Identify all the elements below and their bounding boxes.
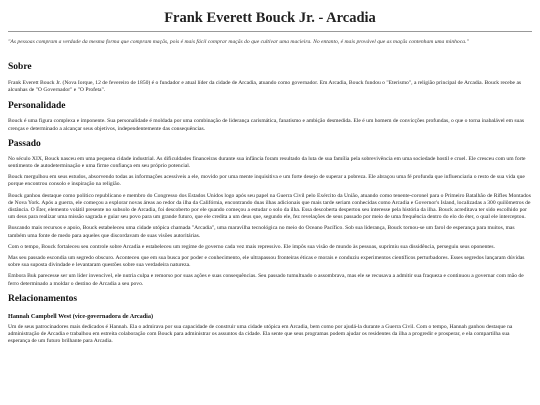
passado-paragraph-1: No século XIX, Bouck nasceu em uma pequena cidade industrial. As dificuldades financeiras durante sua infância foram resultado da luta de sua família pela sobrevivência em uma sociedade hostil e cruel. Ele cresceu com um forte sentimento de autodeterminação e uma firme confiança em seu próprio potencial. [8, 155, 526, 170]
relationship-entry-title: Hannah Campbell West (vice-governadora de Arcadia) [8, 312, 154, 320]
passado-paragraph-7: Embora Buk parecesse ser um líder invencível, ele nutria culpa e remorso por suas ações e suas consequências. Seu passado tumultuado o assombrava, mas ele se recusava a admitir sua fraqueza e continuou a governar com mão de ferro determinado a moldar o destino de Arcadia a seu povo. [8, 273, 524, 287]
passado-paragraph-5: Com o tempo, Bouck fortaleceu seu controle sobre Arcadia e estabeleceu um regime de governo cada vez mais repressivo. Ele impôs sua visão de mundo às pessoas, suprimiu sua dissidência, perseguiu seus oponentes. [8, 243, 495, 250]
sobre-paragraph: Frank Everett Bouck Jr. (Nova Iorque, 12 de fevereiro de 1850) é o fundador e atual líder da cidade de Arcadia, atuando como governador. Em Arcadia, Bouck fundou o "Eterismo", a religião principal de Arcadia. Bouck recebe as alcunhas de "O Governador" e "O Profeta". [8, 80, 522, 94]
passado-paragraph-2: Bouck mergulhou em seus estudos, absorvendo todas as informações acessíveis a ele, movido por uma mente inquisitiva e um forte desejo de superar a pobreza. Ele abraçou uma fé profunda que influenciaria o resto de sua vida que porque encontrou consolo e inspiração na religião. [8, 174, 525, 188]
passado-paragraph-4: Buscando mais recursos e apoio, Bouck estabeleceu uma cidade utópica chamada "Arcadia", uma maravilha tecnológica no meio do Oceano Pacífico. Sob sua liderança, Bouck tornou-se um farol de esperança para muitos, mas também uma fonte de medo para aqueles que discordavam de suas visões autoritárias. [8, 225, 515, 239]
section-heading-personalidade: Personalidade [8, 101, 66, 112]
personalidade-paragraph: Bouck é uma figura complexa e imponente. Sua personalidade é moldada por uma combinação de liderança carismática, fanatismo e ambição desmedida. Ele é um homem de convicções profundas, o que o torna inabalável em suas crenças e determinado a alcançar seus objetivos, independentemente das consequências. [8, 118, 524, 132]
section-heading-relacionamentos: Relacionamentos [8, 293, 78, 304]
epigraph-quote: "As pessoas compram a verdade da mesma forma que compram maçãs, pois é mais fácil comprar maçãs do que cultivar uma macieira. No entanto, é mais provável que as maçãs contenham uma minhoca." [8, 39, 469, 45]
passado-paragraph-3: Bouck ganhou destaque como político republicano e membro do Congresso dos Estados Unidos logo após seu papel na Guerra Civil pelo Exército da União, atuando como tenente-coronel para o Primeiro Batalhão de Rifles Montados de Nova York. Após a guerra, ele começou a explorar novas áreas ao redor da ilha da Califórnia, encontrando duas ilhas adicionais que mais tarde seriam conhecidas como Arcadia e Governor's Island, localizadas a 300 quilômetros de distância. O Éter, elemento volátil presente no subsolo de Arcadia, foi descoberto por ele quando começou a estudar o solo da ilha. Essa descoberta despertou seu interesse pela história da ilha. Bouck acreditava ter sido escolhido por um deus para realizar uma missão sagrada e guiar seu povo para um grande futuro, que ele credita a um deus que, segundo ele, fez revelações de seus passado por meio de uma frequência dentro do elo do éter, o qual ele interceptou. [8, 192, 531, 221]
relationship-entry-text: Um de seus patrocinadores mais dedicados é Hannah. Ela o admirava por sua capacidade de construir uma cidade utópica em Arcadia, bem como por ajudá-la durante a Guerra Civil. Com o tempo, Hannah ganhou destaque na administração de Arcadia e trabalhou em estreita colaboração com Bouck para administrar os assuntos da cidade. Ela sente que seus programas podem ajudar os residentes da ilha a progredir e prosperar, e ela compartilha sua esperança de um futuro brilhante para Arcadia. [8, 323, 513, 345]
section-heading-sobre: Sobre [8, 62, 32, 72]
section-heading-passado: Passado [8, 138, 41, 149]
passado-paragraph-6: Mas seu passado escondia um segredo obscuro. Aconteceu que em sua busca por poder e conhecimento, ele ultrapassou fronteiras éticas e morais e conduziu experimentos científicos perturbadores. Esses segredos lançaram dúvidas sobre sua suposta divindade e levantaram questões sobre sua verdadeira natureza. [8, 255, 525, 269]
page-title: Frank Everett Bouck Jr. - Arcadia [8, 0, 532, 32]
